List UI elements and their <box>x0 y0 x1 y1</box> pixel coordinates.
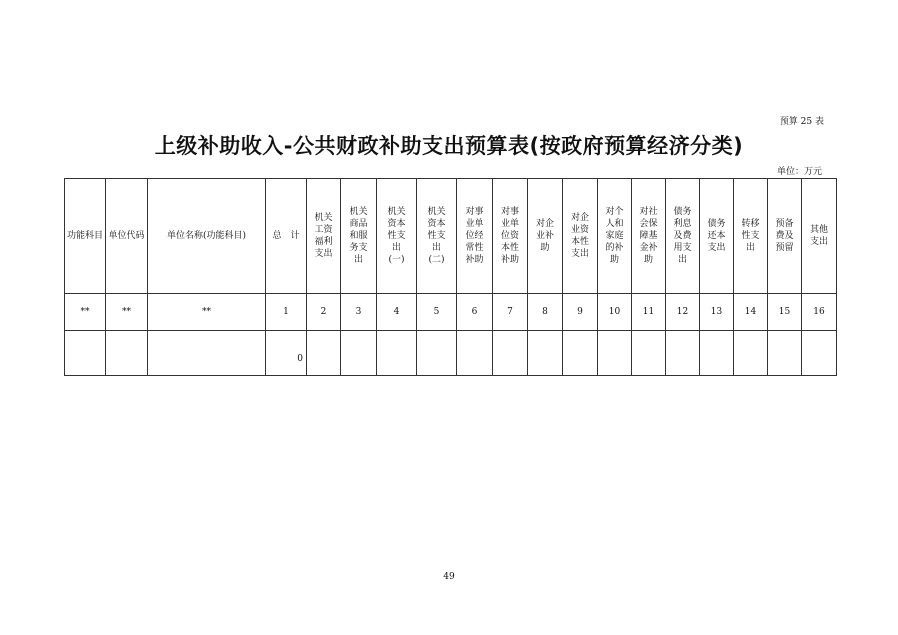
table-cell: 10 <box>598 294 632 331</box>
table-cell <box>417 331 457 376</box>
header-cell: 转移性支出 <box>734 179 768 294</box>
table-cell <box>666 331 700 376</box>
header-cell: 对社会保障基金补助 <box>632 179 666 294</box>
header-cell: 对个人和家庭的补助 <box>598 179 632 294</box>
table-cell: 12 <box>666 294 700 331</box>
table-cell: 16 <box>802 294 837 331</box>
header-cell: 功能科目 <box>65 179 106 294</box>
header-cell: 对事业单位资本性补助 <box>493 179 528 294</box>
header-cell: 单位代码 <box>106 179 148 294</box>
table-row <box>65 331 837 376</box>
header-cell: 其他支出 <box>802 179 837 294</box>
table-cell <box>802 331 837 376</box>
header-cell: 对企业补助 <box>528 179 563 294</box>
table-cell: 5 <box>417 294 457 331</box>
table-cell <box>307 331 341 376</box>
table-cell: 7 <box>493 294 528 331</box>
page-title: 上级补助收入-公共财政补助支出预算表(按政府预算经济分类) <box>154 134 744 158</box>
table-cell: ** <box>65 294 106 331</box>
total-cell: 0 <box>266 331 307 376</box>
page-number: 49 <box>443 572 455 582</box>
table-cell <box>768 331 802 376</box>
table-cell: 8 <box>528 294 563 331</box>
form-number: 预算 25 表 <box>779 117 824 127</box>
table-cell <box>457 331 493 376</box>
header-cell: 对企业资本性支出 <box>563 179 598 294</box>
table-cell <box>632 331 666 376</box>
table-cell: 4 <box>377 294 417 331</box>
header-cell: 总 计 <box>266 179 307 294</box>
table-cell <box>734 331 768 376</box>
table-cell <box>341 331 377 376</box>
header-cell: 机关资本性支出(二) <box>417 179 457 294</box>
table-cell: ** <box>106 294 148 331</box>
table-cell: ** <box>148 294 266 331</box>
header-cell: 机关资本性支出(一) <box>377 179 417 294</box>
table-cell: 3 <box>341 294 377 331</box>
unit-label: 单位：万元 <box>776 167 822 177</box>
table-cell: 1 <box>266 294 307 331</box>
table-cell <box>148 331 266 376</box>
table-cell: 2 <box>307 294 341 331</box>
table-cell <box>493 331 528 376</box>
header-row <box>65 179 837 294</box>
table-cell <box>700 331 734 376</box>
header-cell: 债务还本支出 <box>700 179 734 294</box>
table-cell <box>377 331 417 376</box>
table-cell <box>598 331 632 376</box>
table-cell <box>65 331 106 376</box>
table-cell: 13 <box>700 294 734 331</box>
header-cell: 债务利息及费用支出 <box>666 179 700 294</box>
table-cell <box>106 331 148 376</box>
table-cell: 14 <box>734 294 768 331</box>
header-cell: 机关商品和服务支出 <box>341 179 377 294</box>
header-cell: 对事业单位经常性补助 <box>457 179 493 294</box>
header-cell: 机关工资福利支出 <box>307 179 341 294</box>
column-number-row <box>65 294 837 331</box>
header-cell: 单位名称(功能科目) <box>148 179 266 294</box>
table-cell: 6 <box>457 294 493 331</box>
header-cell: 预备费及预留 <box>768 179 802 294</box>
budget-table <box>64 178 837 376</box>
table-cell: 11 <box>632 294 666 331</box>
table-cell: 9 <box>563 294 598 331</box>
table-cell <box>563 331 598 376</box>
table-cell: 15 <box>768 294 802 331</box>
table-cell <box>528 331 563 376</box>
